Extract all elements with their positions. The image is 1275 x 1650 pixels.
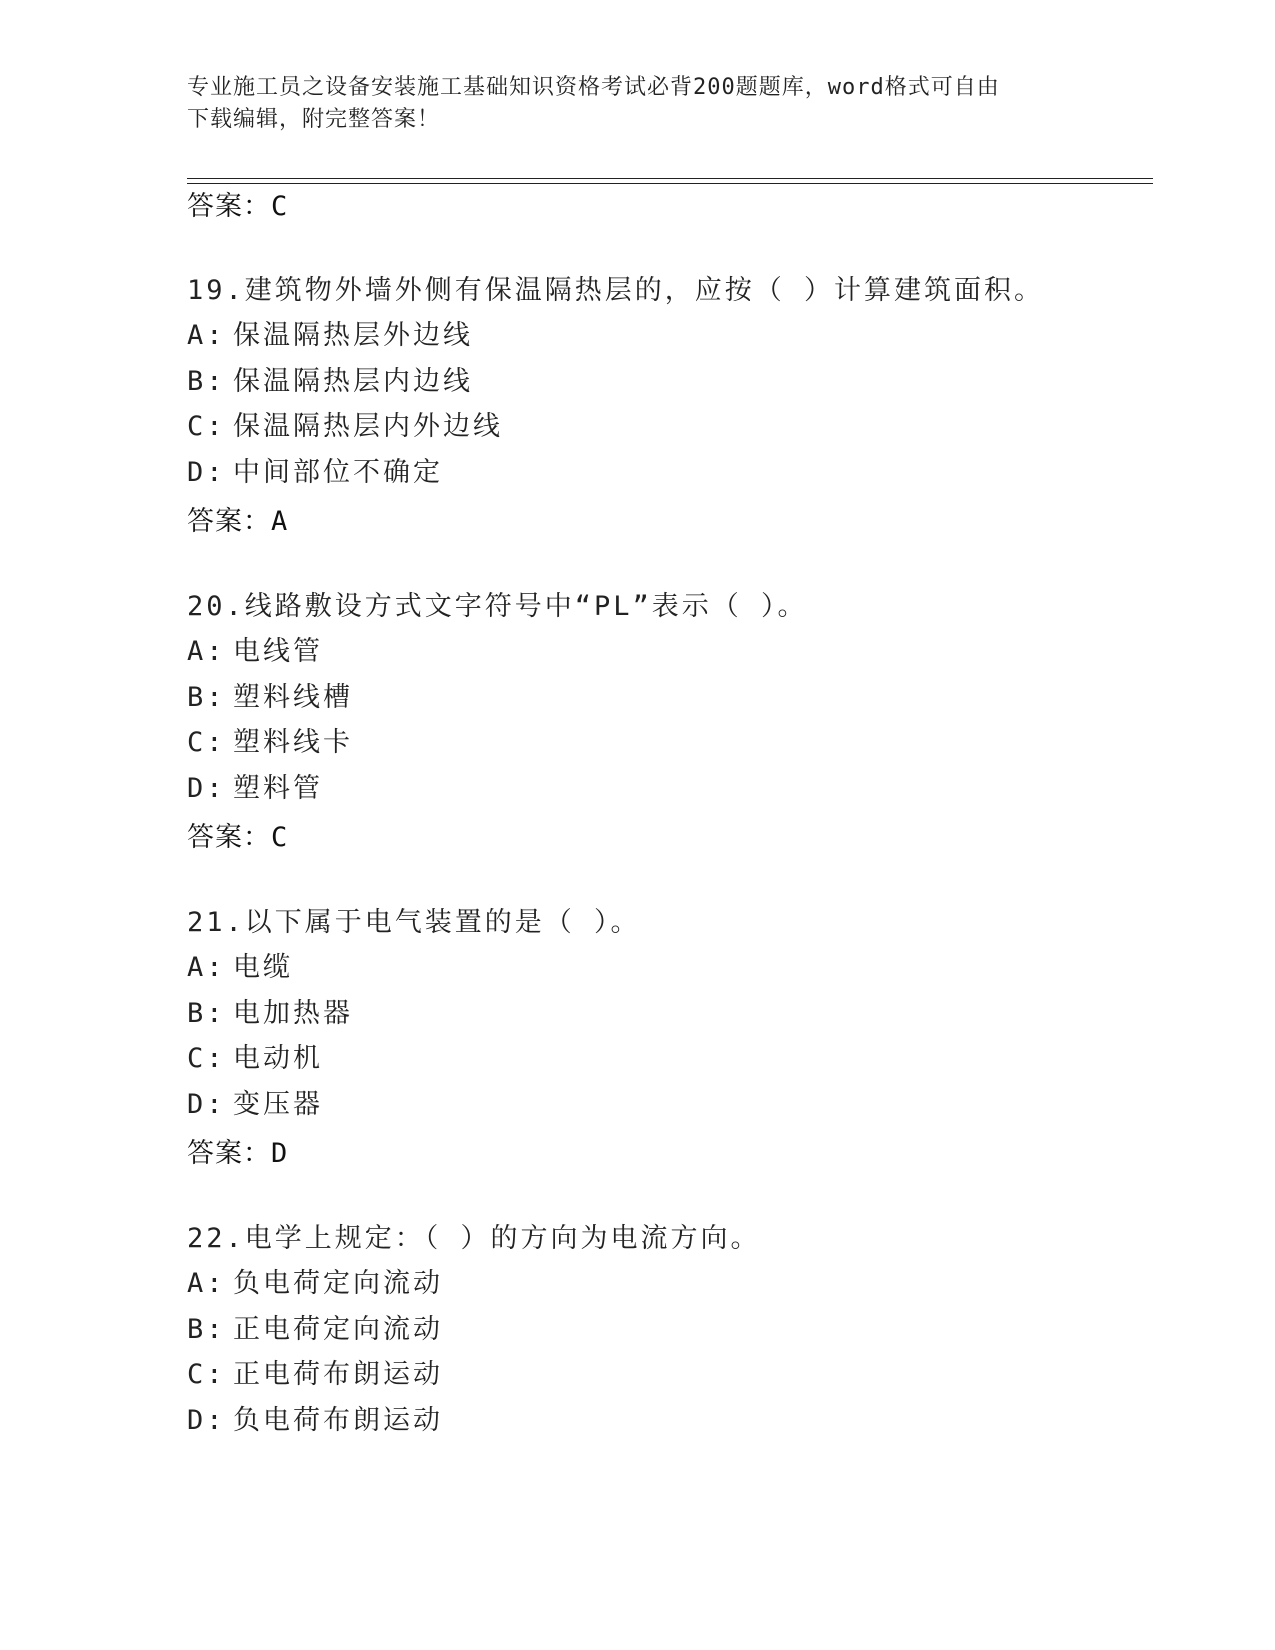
option-key: C: xyxy=(187,727,226,758)
answer-value: C xyxy=(271,191,289,222)
option-text: 变压器 xyxy=(233,1088,323,1120)
option-key: D: xyxy=(187,456,226,488)
option-key: A: xyxy=(187,320,226,351)
option-text: 正电荷布朗运动 xyxy=(233,1359,443,1390)
option-c xyxy=(187,1358,1147,1404)
option-key: B: xyxy=(187,1313,226,1345)
answer-value: C xyxy=(271,822,289,853)
option-key: B: xyxy=(187,365,226,397)
option-text: 中间部位不确定 xyxy=(233,456,443,488)
question-21 xyxy=(187,906,1147,1133)
option-c xyxy=(187,726,1147,772)
answer-line-21 xyxy=(187,1137,288,1171)
option-text: 保温隔热层外边线 xyxy=(233,320,473,351)
header-divider-top xyxy=(187,178,1153,179)
answer-value: A xyxy=(271,506,289,537)
option-c xyxy=(187,1042,1147,1088)
option-c xyxy=(187,410,1147,456)
option-d xyxy=(187,456,1147,502)
header-line-1: 专业施工员之设备安装施工基础知识资格考试必背200题题库，word格式可自由 xyxy=(187,75,1000,100)
option-d xyxy=(187,1404,1147,1450)
option-a xyxy=(187,635,1147,681)
option-text: 电缆 xyxy=(233,952,293,983)
option-a xyxy=(187,319,1147,365)
answer-line-prev xyxy=(187,190,288,224)
option-text: 正电荷定向流动 xyxy=(233,1313,443,1345)
question-22 xyxy=(187,1222,1147,1449)
option-text: 电动机 xyxy=(233,1043,323,1074)
option-a xyxy=(187,1267,1147,1313)
option-key: B: xyxy=(187,997,226,1029)
option-text: 负电荷定向流动 xyxy=(233,1268,443,1299)
option-key: D: xyxy=(187,772,226,804)
question-stem: 19.建筑物外墙外侧有保温隔热层的，应按（ ）计算建筑面积。 xyxy=(187,275,1045,306)
document-header xyxy=(187,72,1087,136)
option-key: D: xyxy=(187,1404,226,1436)
option-text: 保温隔热层内边线 xyxy=(233,365,473,397)
option-key: C: xyxy=(187,1359,226,1390)
question-20 xyxy=(187,590,1147,817)
option-d xyxy=(187,1088,1147,1134)
answer-label: 答案： xyxy=(187,191,271,222)
option-b xyxy=(187,1313,1147,1359)
header-line-2: 下载编辑，附完整答案！ xyxy=(187,107,441,132)
option-text: 塑料线卡 xyxy=(233,727,353,758)
option-key: B: xyxy=(187,681,226,713)
option-text: 塑料线槽 xyxy=(233,681,353,713)
answer-line-19 xyxy=(187,505,288,539)
question-stem: 20.线路敷设方式文字符号中“PL”表示（ ）。 xyxy=(187,591,808,622)
answer-value: D xyxy=(271,1138,289,1169)
option-key: A: xyxy=(187,1268,226,1299)
option-key: A: xyxy=(187,952,226,983)
option-key: A: xyxy=(187,636,226,667)
option-text: 保温隔热层内外边线 xyxy=(233,411,503,442)
answer-label: 答案： xyxy=(187,506,271,537)
option-b xyxy=(187,997,1147,1043)
header-divider-bottom xyxy=(187,183,1153,184)
option-b xyxy=(187,365,1147,411)
option-key: D: xyxy=(187,1088,226,1120)
option-a xyxy=(187,951,1147,997)
option-text: 负电荷布朗运动 xyxy=(233,1404,443,1436)
option-d xyxy=(187,772,1147,818)
question-stem: 21.以下属于电气装置的是（ ）。 xyxy=(187,907,641,938)
answer-line-20 xyxy=(187,821,288,855)
question-19 xyxy=(187,274,1147,501)
option-key: C: xyxy=(187,1043,226,1074)
option-b xyxy=(187,681,1147,727)
answer-label: 答案： xyxy=(187,822,271,853)
option-key: C: xyxy=(187,411,226,442)
option-text: 塑料管 xyxy=(233,772,323,804)
answer-label: 答案： xyxy=(187,1138,271,1169)
option-text: 电加热器 xyxy=(233,997,353,1029)
option-text: 电线管 xyxy=(233,636,323,667)
question-stem: 22.电学上规定：（ ）的方向为电流方向。 xyxy=(187,1223,761,1254)
